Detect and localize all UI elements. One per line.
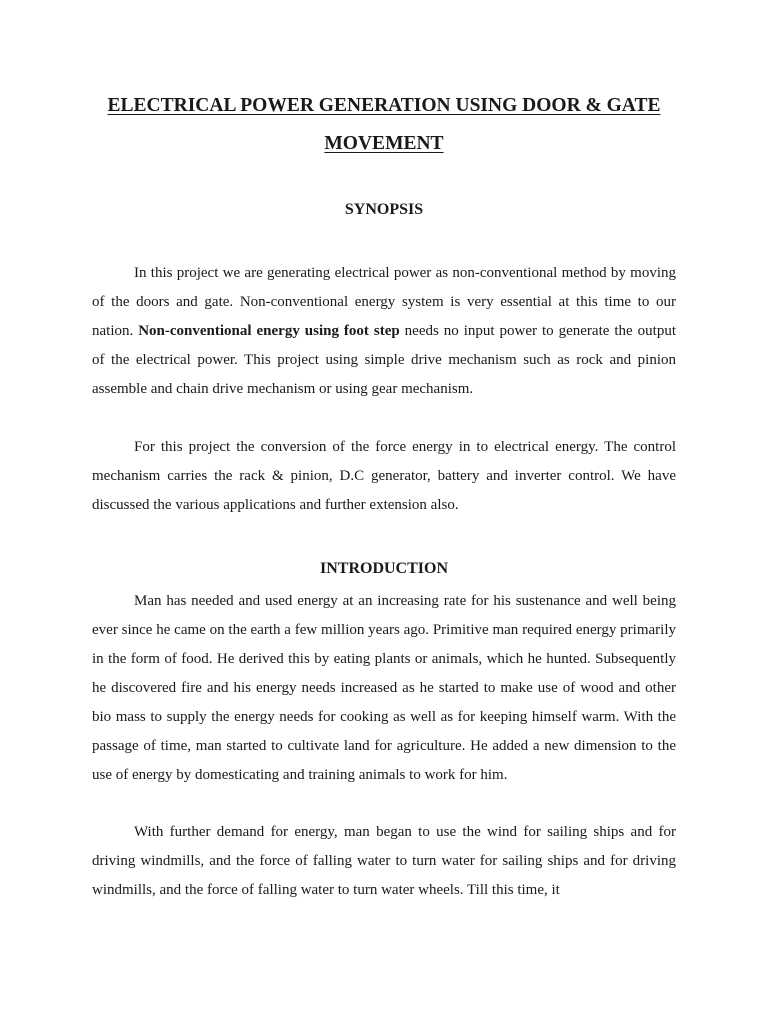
synopsis-heading: SYNOPSIS [344, 201, 424, 218]
synopsis-p1-bold-phrase: Non-conventional energy using foot step [138, 323, 400, 339]
intro-p1-text: Man has needed and used energy at an increasing rate for his sustenance and well being ever since he came on the earth a few million years ago. Primitive man required energy primarily in the form of food. He derived this by eating plants or animals, which he hunted. Subsequently he discovered fire and his energy needs increased as he started to make use of wood and other bio mass to supply the energy needs for cooking as well as for keeping himself warm. With the passage of time, man started to cultivate land for agriculture. He added a new dimension to the use of energy by domesticating and training animals to work for him. [92, 593, 676, 783]
introduction-paragraph-2 [92, 818, 676, 905]
synopsis-p1-text-after: needs no input power to generate the output of the electrical power. This project using simple drive mechanism such as rock and pinion assemble and chain drive mechanism or using gear mechanism. [92, 323, 676, 397]
synopsis-p1-text-before: In this project we are generating electrical power as non-conventional method by moving of the doors and gate. Non-conventional energy system is very essential at this time to our nation. [92, 265, 676, 339]
synopsis-paragraph-2 [92, 433, 676, 520]
intro-p2-text: With further demand for energy, man began to use the wind for sailing ships and for driving windmills, and the force of falling water to turn water for sailing ships and for driving windmills, and the force of falling water to turn water wheels. Till this time, it [92, 824, 676, 898]
document-title [60, 87, 708, 163]
title-line-1: ELECTRICAL POWER GENERATION USING DOOR & GATE [107, 95, 661, 116]
synopsis-paragraph-1 [92, 259, 676, 404]
introduction-heading: INTRODUCTION [319, 560, 448, 577]
synopsis-p2-text: For this project the conversion of the force energy in to electrical energy. The control mechanism carries the rack & pinion, D.C generator, battery and inverter control. We have discussed the various applications and further extension also. [92, 439, 676, 513]
title-line-2: MOVEMENT [324, 133, 444, 154]
introduction-paragraph-1 [92, 587, 676, 790]
